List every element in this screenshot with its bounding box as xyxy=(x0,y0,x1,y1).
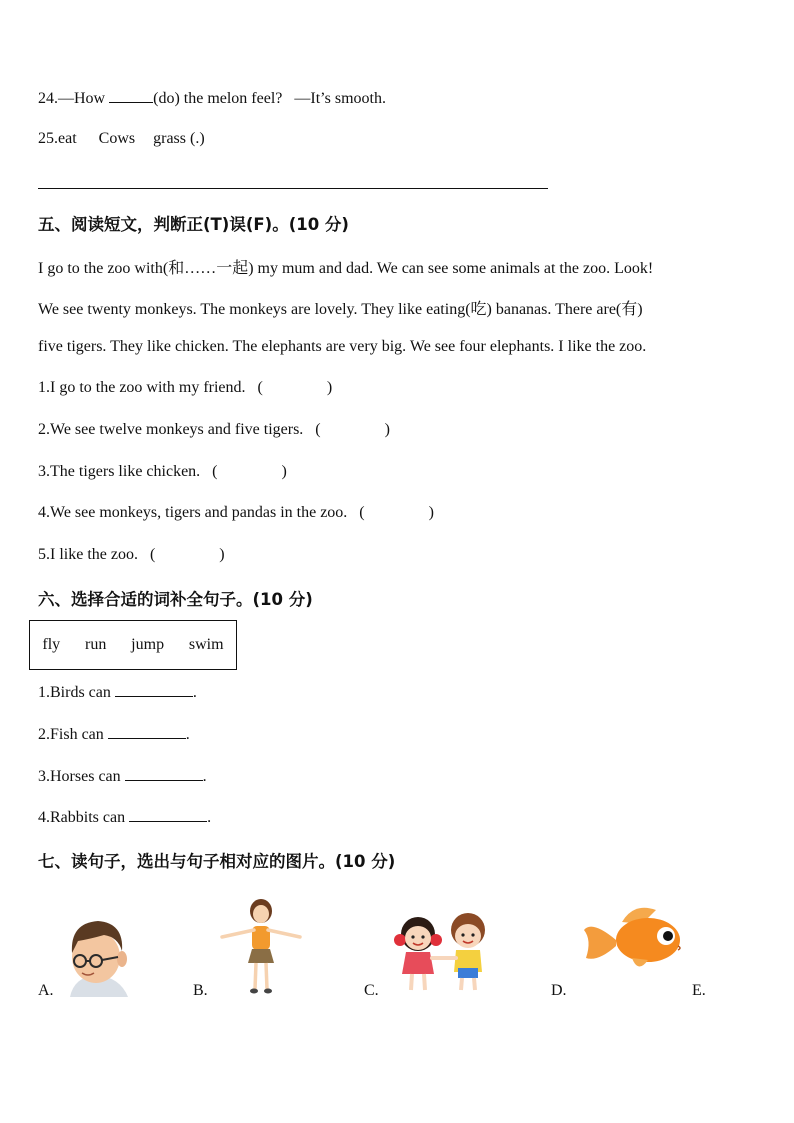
word-option: jump xyxy=(131,636,165,653)
paren-close: ) xyxy=(219,546,225,563)
fill-item xyxy=(38,724,190,744)
section-5-title: 五、阅读短文，判断正(T)误(F)。(10 分) xyxy=(38,215,349,234)
option-label-b: B. xyxy=(193,982,208,999)
question-25 xyxy=(38,130,205,148)
answer-blank[interactable] xyxy=(129,807,207,822)
two-children-picture xyxy=(386,910,498,996)
option-label-a: A. xyxy=(38,982,54,999)
period: . xyxy=(202,768,207,785)
option-label-e: E. xyxy=(692,982,706,999)
passage-line: We see twenty monkeys. The monkeys are lovely. They like eating(吃) bananas. There are(有) xyxy=(38,301,643,318)
scrambled-word: grass (.) xyxy=(153,130,205,147)
answer-blank[interactable] xyxy=(115,682,193,697)
fill-item xyxy=(38,807,211,827)
word-bank xyxy=(29,620,237,670)
fill-item xyxy=(38,682,197,702)
paren-close: ) xyxy=(428,504,434,521)
question-number: 24. xyxy=(38,90,58,107)
fill-text: 4.Rabbits can xyxy=(38,809,126,826)
word-option: swim xyxy=(188,636,224,653)
passage-line: I go to the zoo with(和……一起) my mum and dad. We can see some animals at the zoo. Look! xyxy=(38,260,654,277)
fill-text: 3.Horses can xyxy=(38,768,121,785)
question-text: (do) the melon feel? xyxy=(153,90,283,107)
question-number: 25. xyxy=(38,130,58,147)
judge-text: 1.I go to the zoo with my friend. xyxy=(38,379,246,396)
section-7-title: 七、读句子，选出与句子相对应的图片。(10 分) xyxy=(38,852,396,871)
judge-item xyxy=(38,504,434,522)
judge-item xyxy=(38,379,332,397)
goldfish-picture xyxy=(582,900,688,976)
passage-line: five tigers. They like chicken. The elephants are very big. We see four elephants. I like the zoo. xyxy=(38,338,647,355)
paren-open: ( xyxy=(257,379,263,396)
question-text: —How xyxy=(58,90,110,107)
paren-open: ( xyxy=(359,504,365,521)
answer-blank[interactable] xyxy=(109,88,153,103)
paren-close: ) xyxy=(326,379,333,396)
option-label-c: C. xyxy=(364,982,379,999)
fill-text: 1.Birds can xyxy=(38,684,111,701)
fill-text: 2.Fish can xyxy=(38,726,104,743)
period: . xyxy=(185,726,190,743)
judge-text: 4.We see monkeys, tigers and pandas in the zoo. xyxy=(38,504,348,521)
scrambled-word: Cows xyxy=(98,130,136,147)
paren-open: ( xyxy=(212,463,218,480)
judge-text: 3.The tigers like chicken. xyxy=(38,463,201,480)
question-24 xyxy=(38,88,386,108)
scrambled-word: eat xyxy=(58,130,77,147)
judge-item xyxy=(38,463,287,481)
answer-blank[interactable] xyxy=(108,724,186,739)
period: . xyxy=(207,809,212,826)
answer-text: —It’s smooth. xyxy=(294,90,386,107)
word-option: run xyxy=(85,636,107,653)
period: . xyxy=(192,684,197,701)
paren-open: ( xyxy=(315,421,321,438)
paren-close: ) xyxy=(281,463,287,480)
option-label-d: D. xyxy=(551,982,567,999)
judge-text: 5.I like the zoo. xyxy=(38,546,138,563)
fill-item xyxy=(38,766,207,786)
section-6-title: 六、选择合适的词补全句子。(10 分) xyxy=(38,590,313,609)
paren-close: ) xyxy=(384,421,390,438)
judge-item xyxy=(38,546,225,564)
judge-text: 2.We see twelve monkeys and five tigers. xyxy=(38,421,304,438)
word-option: fly xyxy=(42,636,61,653)
judge-item xyxy=(38,421,390,439)
answer-blank[interactable] xyxy=(125,766,203,781)
answer-line[interactable] xyxy=(38,188,548,189)
girl-arms-out-picture xyxy=(218,897,304,997)
paren-open: ( xyxy=(149,546,156,563)
boy-with-glasses-picture xyxy=(60,915,132,997)
